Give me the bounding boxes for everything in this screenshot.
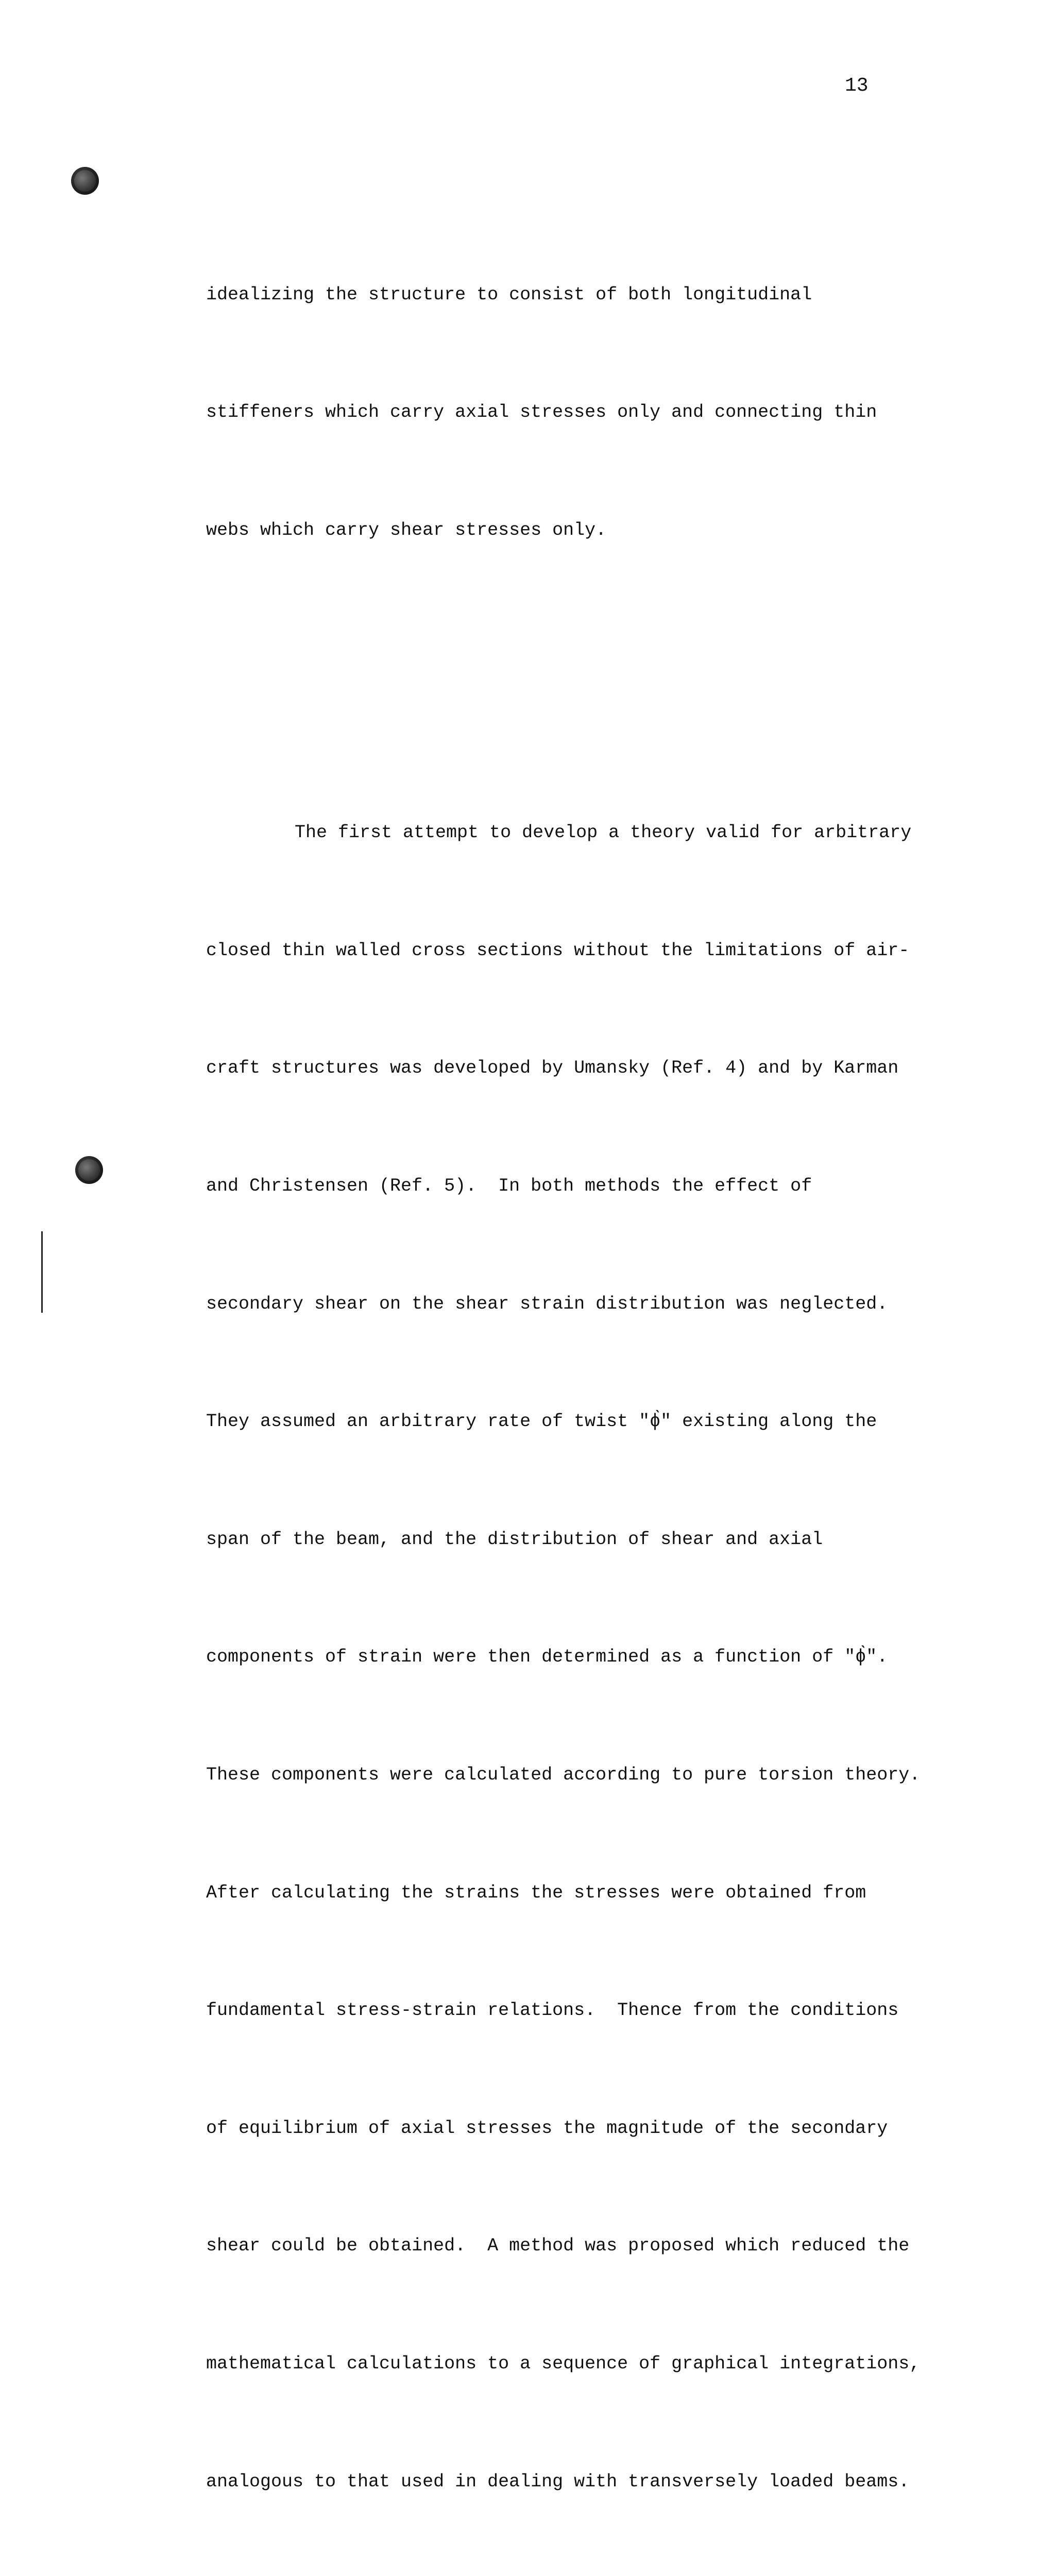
text-line: mathematical calculations to a sequence of graphical integrations, bbox=[206, 2353, 921, 2374]
text-line: idealizing the structure to consist of both longitudinal bbox=[206, 284, 812, 305]
text-line: analogous to that used in dealing with transversely loaded beams. bbox=[206, 2471, 910, 2492]
text-line: fundamental stress-strain relations. Thence from the conditions bbox=[206, 2000, 899, 2021]
text-line: components of strain were then determined as a function of "ɸ̀". bbox=[206, 1647, 888, 1668]
punch-hole-top bbox=[71, 167, 99, 195]
body-text bbox=[206, 157, 958, 2576]
text-line: span of the beam, and the distribution of shear and axial bbox=[206, 1529, 823, 1550]
text-line: webs which carry shear stresses only. bbox=[206, 519, 607, 540]
text-line: craft structures was developed by Umansky (Ref. 4) and by Karman bbox=[206, 1058, 899, 1079]
text-line: These components were calculated according to pure torsion theory. bbox=[206, 1764, 921, 1785]
text-line: closed thin walled cross sections without the limitations of air- bbox=[206, 940, 910, 961]
text-line: shear could be obtained. A method was proposed which reduced the bbox=[206, 2235, 910, 2257]
text-line: secondary shear on the shear strain distribution was neglected. bbox=[206, 1293, 888, 1314]
text-line: After calculating the strains the stresses were obtained from bbox=[206, 1882, 866, 1903]
text-line: of equilibrium of axial stresses the magnitude of the secondary bbox=[206, 2117, 888, 2139]
margin-rule bbox=[41, 1231, 43, 1313]
text-line: They assumed an arbitrary rate of twist "ɸ̀" existing along the bbox=[206, 1411, 877, 1432]
page-number: 13 bbox=[845, 75, 869, 97]
text-line: stiffeners which carry axial stresses only and connecting thin bbox=[206, 402, 877, 423]
text-line: and Christensen (Ref. 5). In both methods the effect of bbox=[206, 1175, 812, 1196]
punch-hole-bottom bbox=[75, 1156, 103, 1184]
paragraph-gap bbox=[206, 628, 958, 656]
text-line: The first attempt to develop a theory valid for arbitrary bbox=[295, 822, 912, 843]
